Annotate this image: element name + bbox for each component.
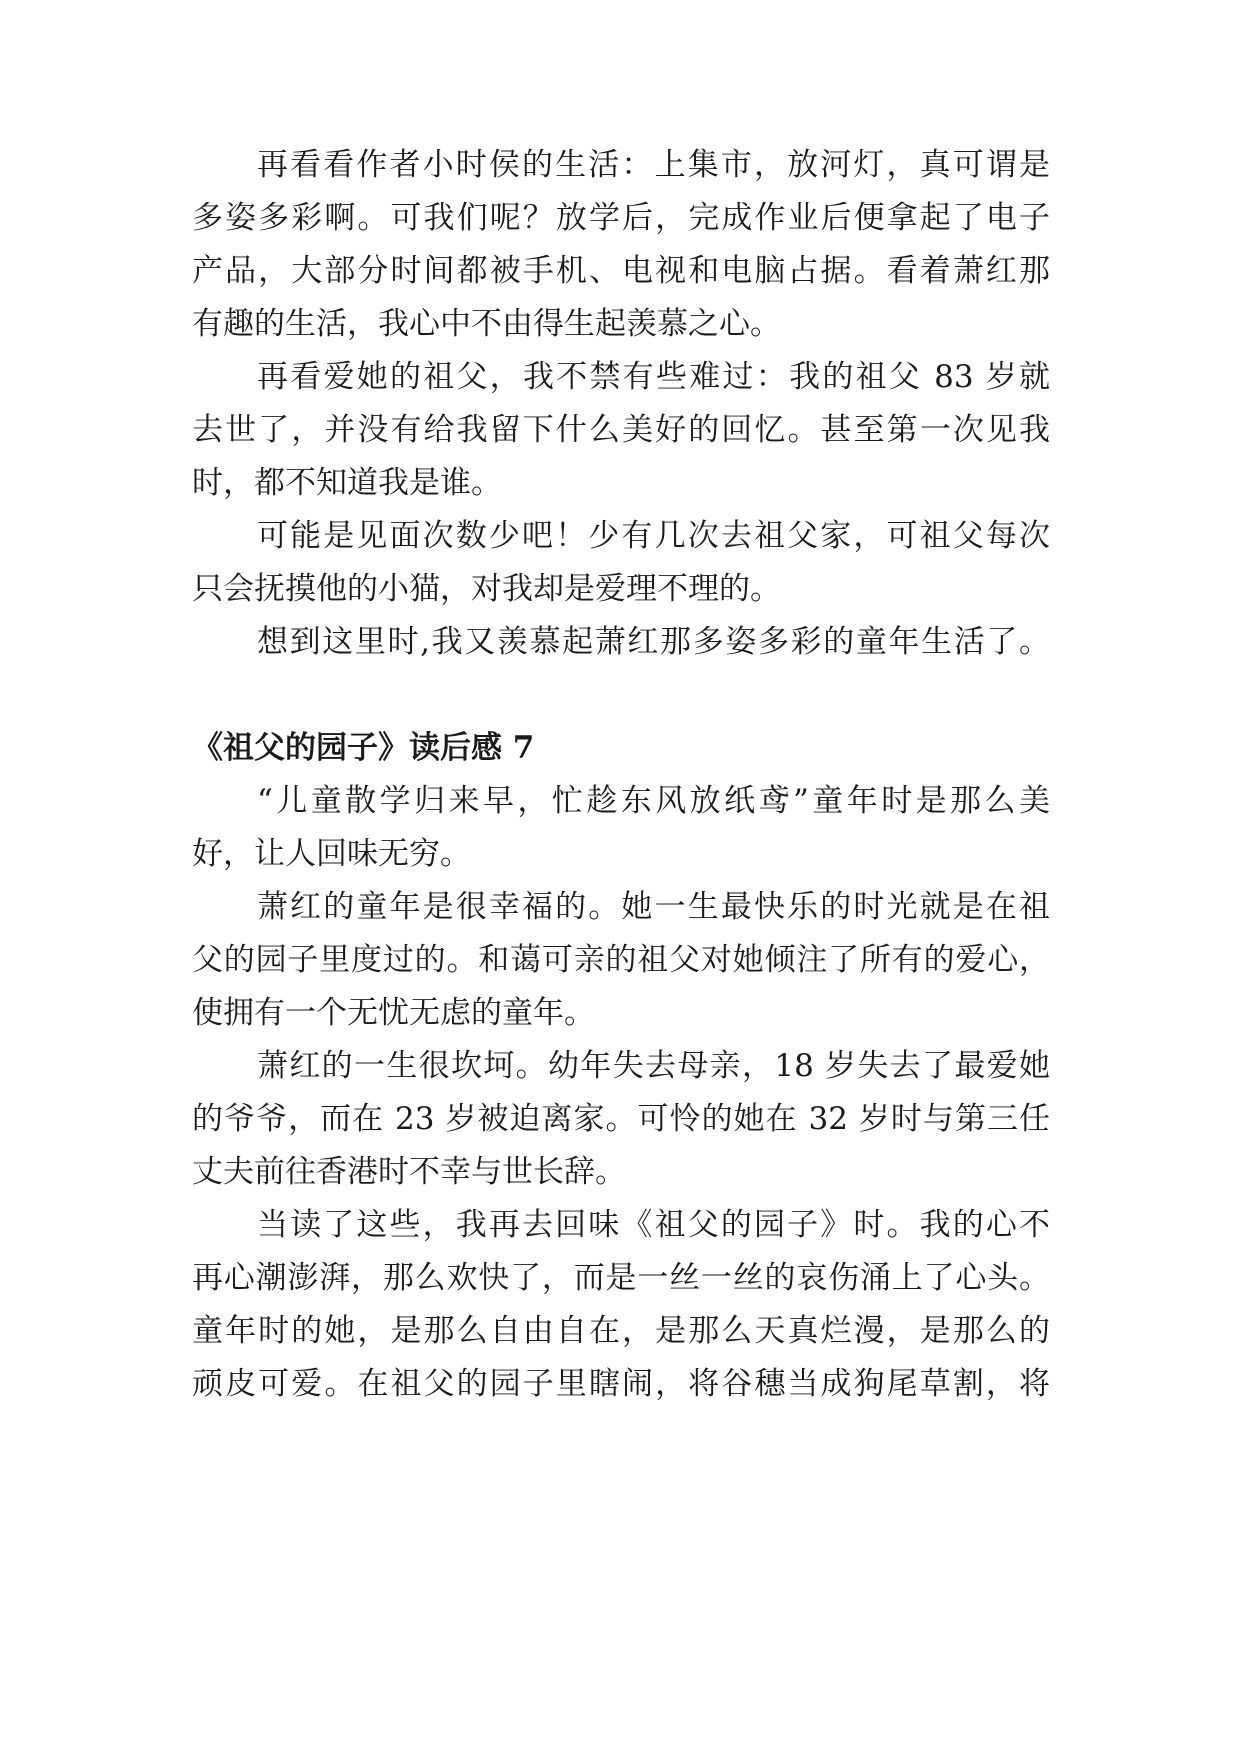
paragraph-line: 有趣的生活，我心中不由得生起羡慕之心。 [192, 306, 781, 342]
paragraph-line: 童年时的她，是那么自由自在，是那么天真烂漫，是那么的 [192, 1313, 1050, 1349]
paragraph-line: 萧红的一生很坎坷。幼年失去母亲，18 岁失去了最爱她 [257, 1048, 1050, 1084]
paragraph-line: 的爷爷，而在 23 岁被迫离家。可怜的她在 32 岁时与第三任 [192, 1101, 1050, 1137]
paragraph-line: 去世了，并没有给我留下什么美好的回忆。甚至第一次见我 [192, 412, 1050, 448]
paragraph-line: 可能是见面次数少吧！少有几次去祖父家，可祖父每次 [257, 518, 1050, 554]
paragraph-line: 父的园子里度过的。和蔼可亲的祖父对她倾注了所有的爱心， [192, 942, 1050, 978]
paragraph-line: 多姿多彩啊。可我们呢？放学后，完成作业后便拿起了电子 [192, 200, 1050, 236]
paragraph-line: “儿童散学归来早，忙趁东风放纸鸢”童年时是那么美 [257, 783, 1050, 819]
paragraph-line: 时，都不知道我是谁。 [192, 465, 502, 501]
paragraph-line: 丈夫前往香港时不幸与世长辞。 [192, 1154, 626, 1190]
paragraph-line: 使拥有一个无忧无虑的童年。 [192, 995, 595, 1031]
paragraph-line: 顽皮可爱。在祖父的园子里瞎闹，将谷穗当成狗尾草割，将 [192, 1366, 1050, 1402]
paragraph-line: 再看看作者小时侯的生活：上集市，放河灯，真可谓是 [257, 147, 1050, 183]
paragraph-line: 好，让人回味无穷。 [192, 836, 471, 872]
paragraph-line: 再看爱她的祖父，我不禁有些难过：我的祖父 83 岁就 [257, 359, 1050, 395]
section-title: 《祖父的园子》读后感 7 [192, 730, 535, 766]
paragraph-line: 再心潮澎湃，那么欢快了，而是一丝一丝的哀伤涌上了心头。 [192, 1260, 1050, 1296]
paragraph-line: 萧红的童年是很幸福的。她一生最快乐的时光就是在祖 [257, 889, 1050, 925]
paragraph-line: 想到这里时,我又羡慕起萧红那多姿多彩的童年生活了。 [257, 624, 1050, 660]
paragraph-line: 产品，大部分时间都被手机、电视和电脑占据。看着萧红那 [192, 253, 1050, 289]
paragraph-line: 当读了这些，我再去回味《祖父的园子》时。我的心不 [257, 1207, 1050, 1243]
paragraph-line: 只会抚摸他的小猫，对我却是爱理不理的。 [192, 571, 781, 607]
